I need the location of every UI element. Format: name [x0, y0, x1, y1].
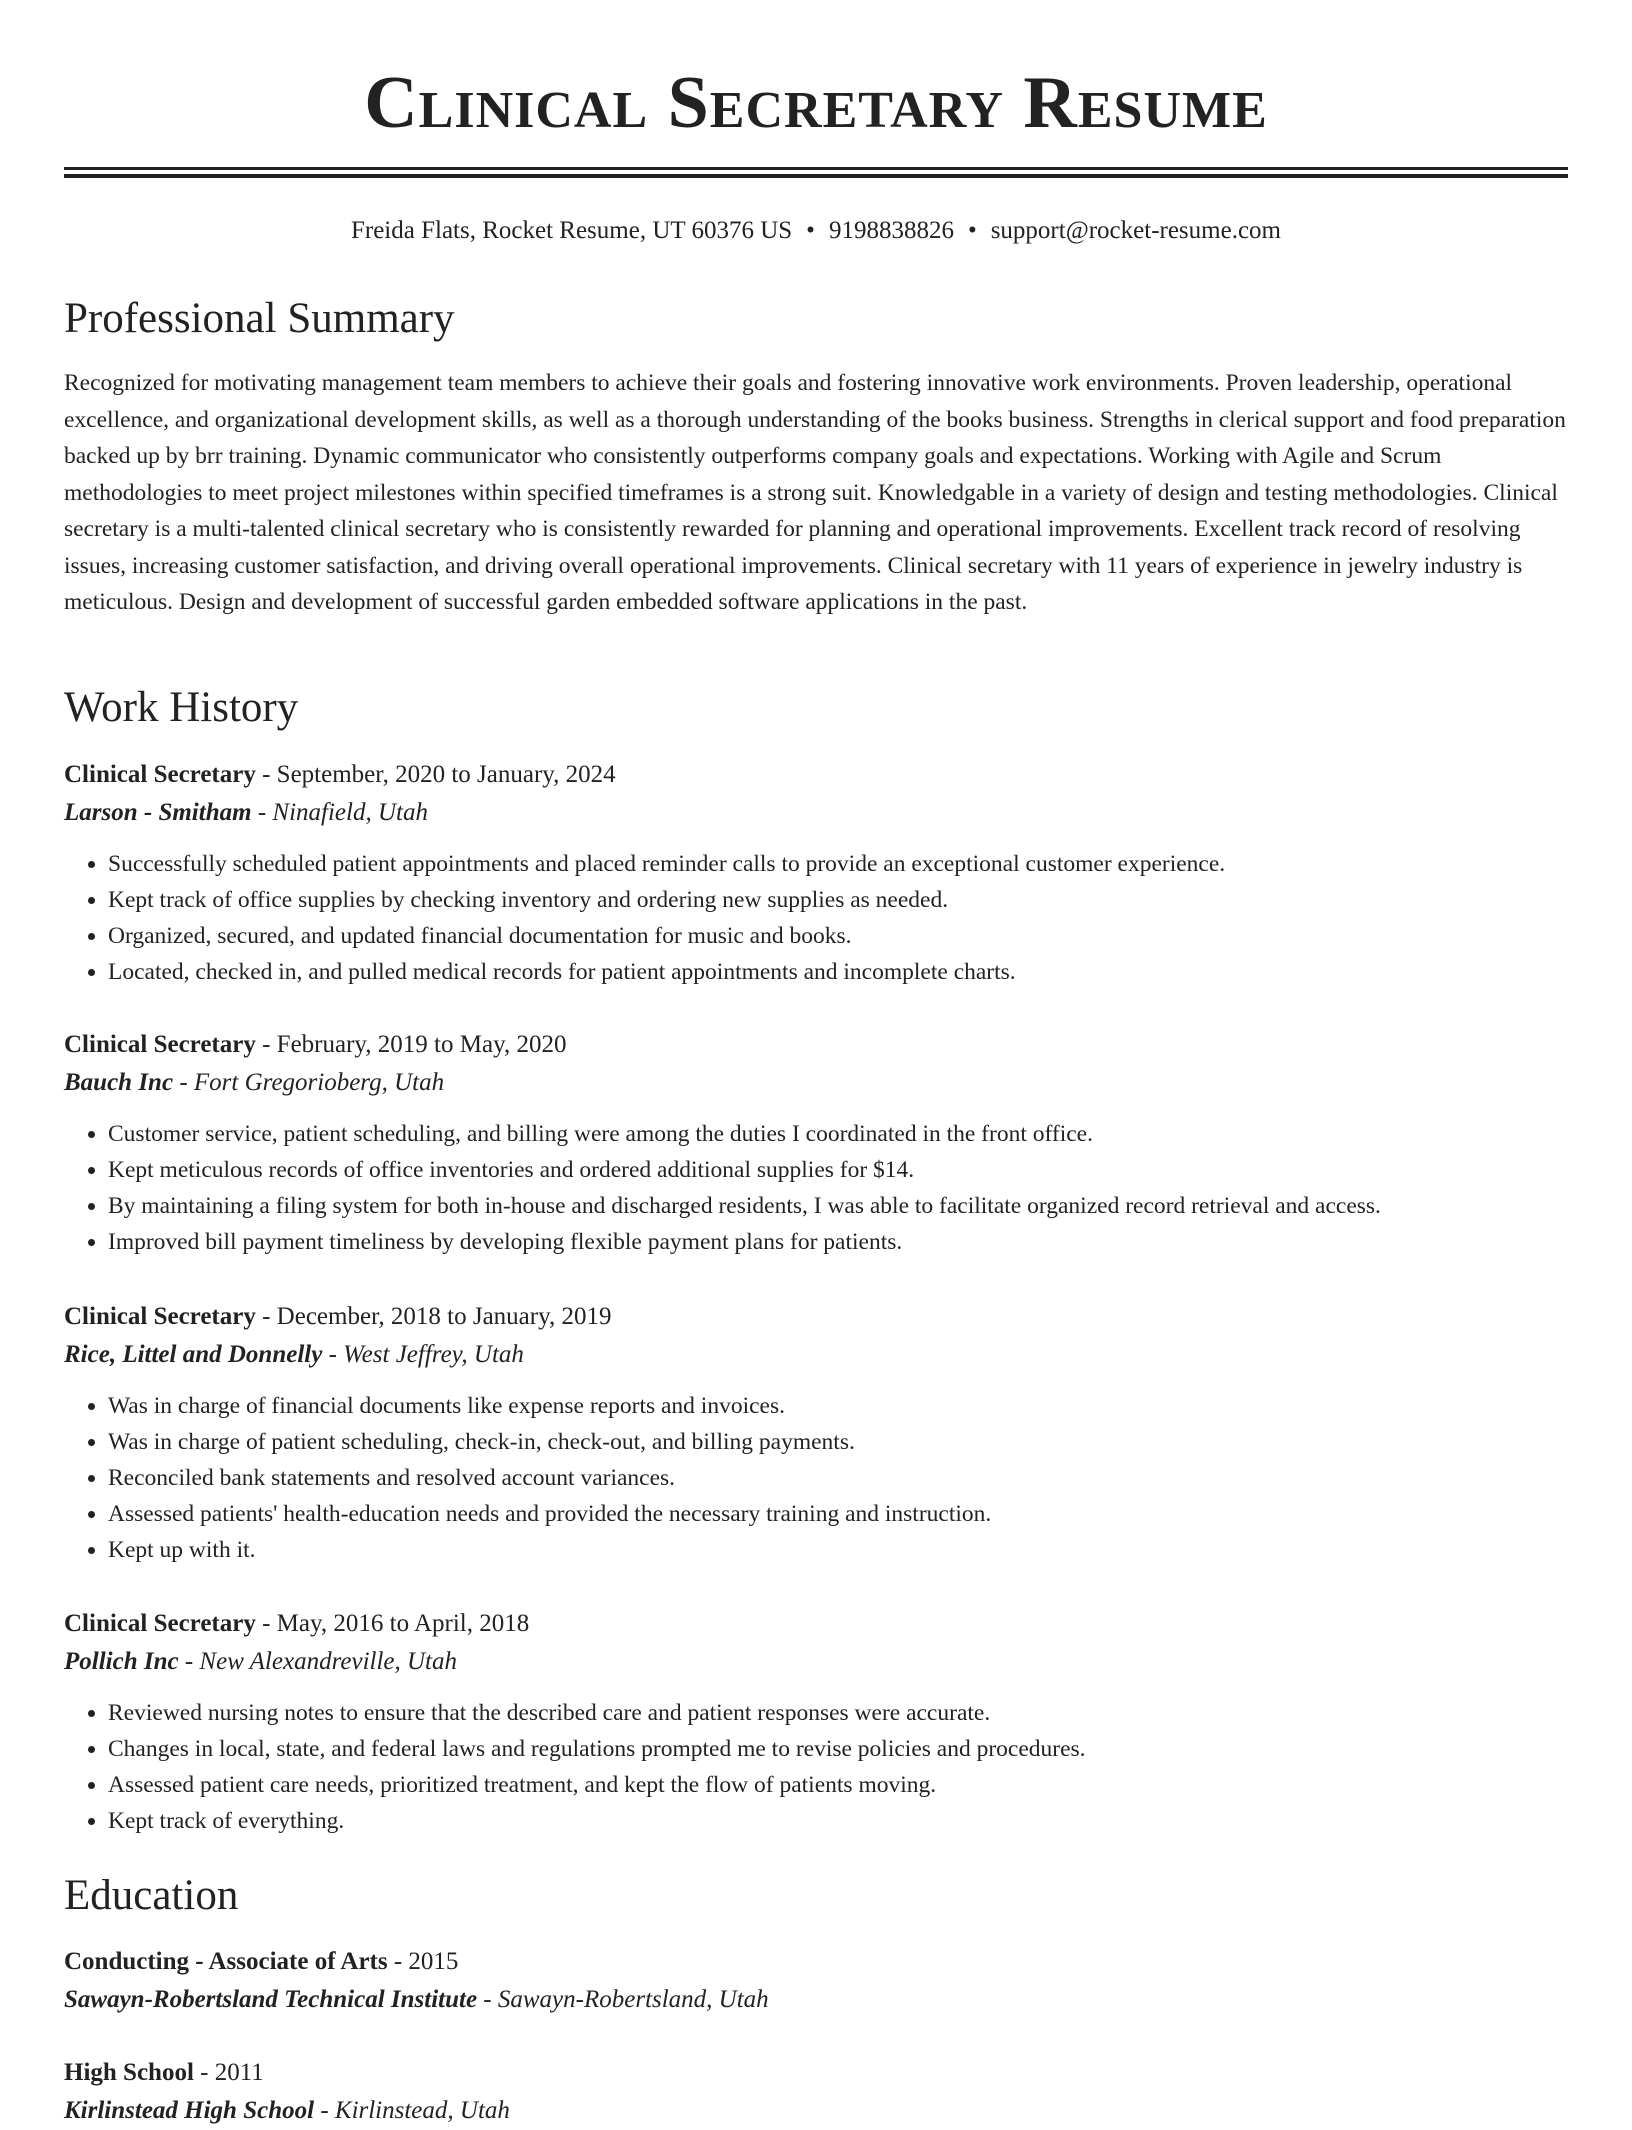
- job-location: - Fort Gregorioberg, Utah: [173, 1069, 445, 1096]
- summary-heading: Professional Summary: [64, 295, 455, 342]
- job-duty: • Organized, secured, and updated financial documentation for music and books.: [108, 918, 1568, 954]
- contact-address: Freida Flats, Rocket Resume, UT 60376 US: [350, 217, 793, 244]
- job-duty: • Kept track of everything.: [108, 1803, 1568, 1839]
- job-role-line: [64, 1298, 1568, 1336]
- job-duty: • Assessed patients' health-education needs and provided the necessary training and instruction.: [108, 1496, 1568, 1532]
- job-duty: • Improved bill payment timeliness by developing flexible payment plans for patients.: [108, 1224, 1568, 1260]
- job-role-line: [64, 756, 1568, 794]
- job-role-line: [64, 1026, 1568, 1064]
- education-location: - Kirlinstead, Utah: [314, 2097, 510, 2124]
- education-entry: [64, 1943, 1568, 2019]
- job-entry: [64, 1298, 1568, 1568]
- job-duty: • Changes in local, state, and federal laws and regulations prompted me to revise policies and procedures.: [108, 1731, 1568, 1767]
- contact-phone: 9198838826: [828, 217, 954, 244]
- job-duty: • By maintaining a filing system for both in-house and discharged residents, I was able to facilitate organized record retrieval and access.: [108, 1188, 1568, 1224]
- job-dates: - February, 2019 to May, 2020: [255, 1031, 567, 1058]
- job-title: Clinical Secretary: [64, 761, 256, 788]
- education-year: - 2015: [387, 1948, 459, 1975]
- contact-line: [64, 214, 1568, 248]
- job-duty: • Was in charge of financial documents like expense reports and invoices.: [108, 1388, 1568, 1424]
- job-duty: • Was in charge of patient scheduling, check-in, check-out, and billing payments.: [108, 1424, 1568, 1460]
- job-company-line: [64, 1336, 1568, 1374]
- job-duty: • Located, checked in, and pulled medical records for patient appointments and incomplete charts.: [108, 954, 1568, 990]
- job-company-line: [64, 794, 1568, 832]
- education-heading: Education: [64, 1872, 239, 1919]
- education-degree: High School: [64, 2059, 194, 2086]
- job-title: Clinical Secretary: [64, 1610, 256, 1637]
- job-duty: • Assessed patient care needs, prioritized treatment, and kept the flow of patients moving.: [108, 1767, 1568, 1803]
- education-school: Sawayn-Robertsland Technical Institute: [64, 1986, 478, 2013]
- title-rule-bottom: [64, 174, 1568, 178]
- job-company-line: [64, 1643, 1568, 1681]
- job-duty: • Customer service, patient scheduling, and billing were among the duties I coordinated in the front office.: [108, 1116, 1568, 1152]
- job-duty: • Kept meticulous records of office inventories and ordered additional supplies for $14.: [108, 1152, 1568, 1188]
- education-school-line: [64, 2092, 1568, 2130]
- education-entry: [64, 2054, 1568, 2130]
- job-duty: • Reconciled bank statements and resolved account variances.: [108, 1460, 1568, 1496]
- job-company: Larson - Smitham: [64, 799, 252, 826]
- job-dates: - May, 2016 to April, 2018: [255, 1610, 530, 1637]
- job-title: Clinical Secretary: [64, 1031, 256, 1058]
- job-dates: - September, 2020 to January, 2024: [255, 761, 616, 788]
- contact-separator: •: [967, 217, 977, 244]
- work-history-heading: Work History: [64, 684, 299, 731]
- job-duty: • Reviewed nursing notes to ensure that the described care and patient responses were accurate.: [108, 1695, 1568, 1731]
- job-duties-list: [64, 1695, 1568, 1839]
- job-duty: • Kept track of office supplies by checking inventory and ordering new supplies as needed.: [108, 882, 1568, 918]
- contact-separator: •: [806, 217, 815, 244]
- job-duties-list: [64, 1116, 1568, 1260]
- job-location: - West Jeffrey, Utah: [322, 1341, 524, 1368]
- job-duties-list: [64, 1388, 1568, 1568]
- education-degree: Conducting - Associate of Arts: [64, 1948, 388, 1975]
- job-entry: [64, 1026, 1568, 1260]
- job-duty: • Kept up with it.: [108, 1532, 1568, 1568]
- job-duty: • Successfully scheduled patient appointments and placed reminder calls to provide an exceptional customer experience.: [108, 846, 1568, 882]
- job-duties-list: [64, 846, 1568, 990]
- job-location: - Ninafield, Utah: [251, 799, 428, 826]
- education-degree-line: [64, 1943, 1568, 1981]
- job-company: Bauch Inc: [64, 1069, 174, 1096]
- job-entry: [64, 1605, 1568, 1839]
- job-title: Clinical Secretary: [64, 1303, 256, 1330]
- resume-title: Clinical Secretary Resume: [364, 62, 1268, 144]
- education-school-line: [64, 1981, 1568, 2019]
- job-company: Rice, Littel and Donnelly: [64, 1341, 323, 1368]
- job-dates: - December, 2018 to January, 2019: [255, 1303, 612, 1330]
- title-rule-top: [64, 167, 1568, 170]
- education-degree-line: [64, 2054, 1568, 2092]
- education-school: Kirlinstead High School: [64, 2097, 315, 2124]
- job-company: Pollich Inc: [64, 1648, 179, 1675]
- education-year: - 2011: [193, 2059, 264, 2086]
- summary-text: Recognized for motivating management team members to achieve their goals and fostering innovative work environments. Proven leadership, operational excellence, and organizational development skills, as well as a thorough understanding of the books business. Strengths in clerical support and food preparation backed up by brr training. Dynamic communicator who consistently outperforms company goals and expectations. Working with Agile and Scrum methodologies to meet project milestones within specified timeframes is a strong suit. Knowledgable in a variety of design and testing methodologies. Clinical secretary is a multi-talented clinical secretary who is consistently rewarded for planning and operational improvements. Excellent track record of resolving issues, increasing customer satisfaction, and driving overall operational improvements. Clinical secretary with 11 years of experience in jewelry industry is meticulous. Design and development of successful garden embedded software applications in the past.: [64, 370, 1566, 615]
- job-location: - New Alexandreville, Utah: [178, 1648, 457, 1675]
- job-role-line: [64, 1605, 1568, 1643]
- job-entry: [64, 756, 1568, 990]
- contact-email: support@rocket-resume.com: [990, 217, 1281, 244]
- education-location: - Sawayn-Robertsland, Utah: [477, 1986, 769, 2013]
- job-company-line: [64, 1064, 1568, 1102]
